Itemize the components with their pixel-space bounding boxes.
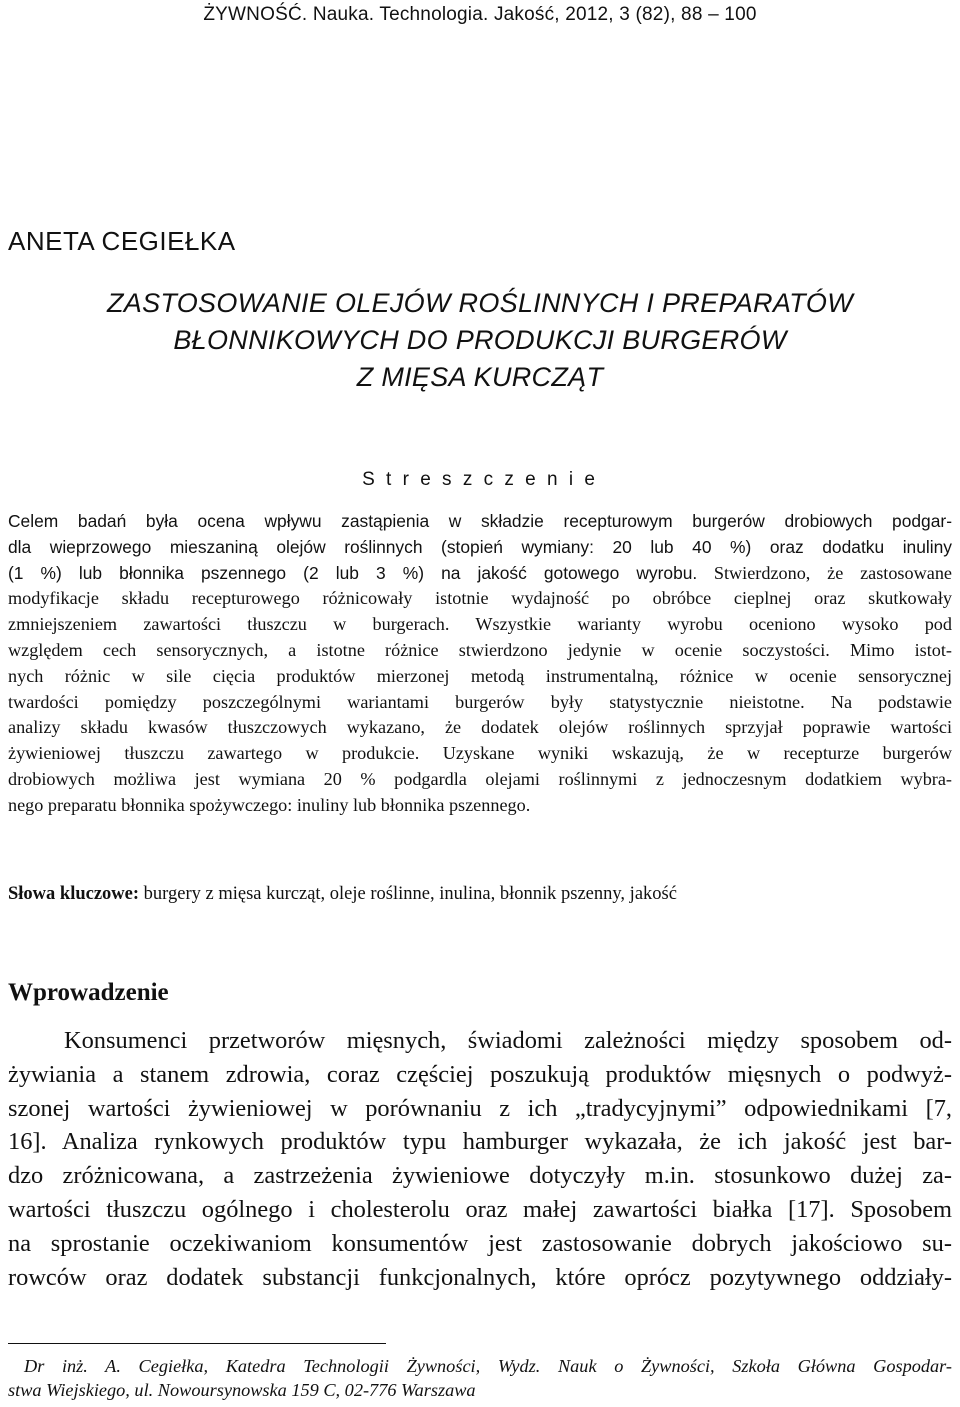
intro-line: żywiania a stanem zdrowia, coraz częściej poszukują produktów mięsnych o podwyż- <box>8 1060 952 1088</box>
intro-paragraph <box>8 1024 952 1294</box>
abstract-line: żywieniowej tłuszczu zawartego w produkcie. Uzyskane wyniki wskazują, że w recepturze burgerów <box>8 743 952 764</box>
running-header: ŻYWNOŚĆ. Nauka. Technologia. Jakość, 2012, 3 (82), 88 – 100 <box>203 4 757 25</box>
intro-line: na sprostanie oczekiwaniom konsumentów jest zastosowanie dobrych jakościowo su- <box>8 1229 952 1257</box>
title-line: Z MIĘSA KURCZĄT <box>356 362 604 392</box>
footnote-divider <box>8 1343 386 1344</box>
abstract-line: modyfikacje składu recepturowego różnicowały istotnie wydajność po obróbce cieplnej oraz skutkowały <box>8 588 952 609</box>
keywords-label: Słowa kluczowe: <box>8 884 140 904</box>
abstract-line: względem cech sensorycznych, a istotne różnice stwierdzono jedynie w ocenie soczystości. Mimo istot- <box>8 639 952 660</box>
section-heading: Wprowadzenie <box>8 979 169 1006</box>
intro-line: rowców oraz dodatek substancji funkcjonalnych, które oprócz pozytywnego oddziały- <box>8 1263 952 1291</box>
abstract-line: dla wieprzowego mieszaniną olejów roślinnych (stopień wymiany: 20 lub 40 %) oraz dodatku inuliny <box>8 536 952 557</box>
abstract-line-part: (1 %) lub błonnika pszennego (2 lub 3 %) na jakość gotowego wyrobu. <box>8 562 698 583</box>
intro-line: Konsumenci przetworów mięsnych, świadomi zależności między sposobem od- <box>64 1027 952 1054</box>
footnote-line: stwa Wiejskiego, ul. Nowoursynowska 159 C, 02-776 Warszawa <box>8 1380 476 1400</box>
article-title <box>0 285 960 396</box>
keywords-text: burgery z mięsa kurcząt, oleje roślinne, inulina, błonnik pszenny, jakość <box>139 884 677 904</box>
abstract-line: nych różnic w sile cięcia produktów mierzonej metodą instrumentalną, różnice w ocenie sensorycznej <box>8 665 952 686</box>
author-name: ANETA CEGIEŁKA <box>8 226 236 256</box>
intro-line: wartości tłuszczu ogólnego i cholesterolu oraz małej zawartości białka [17]. Sposobem <box>8 1195 952 1223</box>
intro-line: dzo zróżnicowana, a zastrzeżenia żywieniowe dotyczyły m.in. stosunkowo dużej za- <box>8 1162 952 1190</box>
intro-line: 16]. Analiza rynkowych produktów typu hamburger wykazała, że ich jakość jest bar- <box>8 1128 952 1156</box>
intro-line: szonej wartości żywieniowej w porównaniu z ich „tradycyjnymi” odpowiednikami [7, <box>8 1094 952 1122</box>
abstract-line: twardości pomiędzy poszczególnymi wariantami burgerów były statystycznie nieistotne. Na podstawie <box>8 691 952 712</box>
abstract-line-mixed <box>8 561 952 587</box>
title-line: BŁONNIKOWYCH DO PRODUKCJI BURGERÓW <box>173 325 787 355</box>
abstract-line: drobiowych możliwa jest wymiana 20 % podgardla olejami roślinnymi z jednoczesnym dodatkiem wybra- <box>8 768 952 789</box>
abstract-heading: S t r e s z c z e n i e <box>362 469 598 490</box>
abstract-line: Celem badań była ocena wpływu zastąpienia w składzie recepturowym burgerów drobiowych podgar- <box>8 511 952 531</box>
abstract-line: analizy składu kwasów tłuszczowych wykazano, że dodatek olejów roślinnych sprzyjał poprawie wartości <box>8 717 952 738</box>
title-line: ZASTOSOWANIE OLEJÓW ROŚLINNYCH I PREPARATÓW <box>107 288 853 318</box>
abstract-line-part: Stwierdzono, że zastosowane <box>713 562 952 583</box>
abstract-line: nego preparatu błonnika spożywczego: inuliny lub błonnika pszennego. <box>8 794 531 815</box>
abstract <box>8 509 952 819</box>
footnote-line: Dr inż. A. Cegiełka, Katedra Technologii Żywności, Wydz. Nauk o Żywności, Szkoła Główna Gospodar- <box>24 1356 952 1376</box>
keywords <box>8 884 952 905</box>
author-footnote <box>8 1354 952 1402</box>
abstract-line: zmniejszeniem zawartości tłuszczu w burgerach. Wszystkie warianty wyrobu oceniono wysoko pod <box>8 614 952 635</box>
